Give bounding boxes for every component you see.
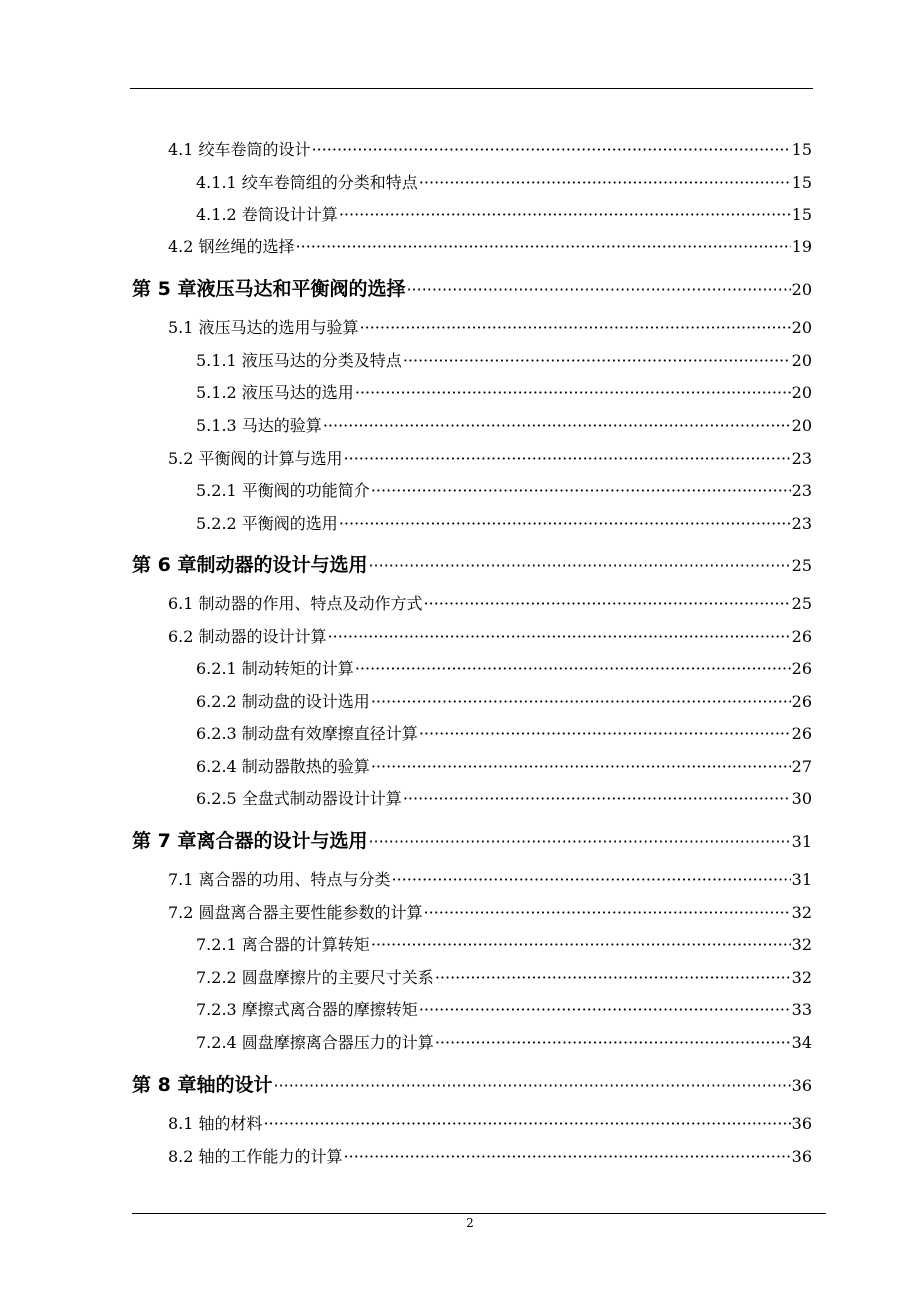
toc-entry-page: 20 (791, 318, 812, 337)
toc-entry-title: 7.2.3 摩擦式离合器的摩擦转矩 (196, 1000, 418, 1019)
toc-entry-title: 6.2 制动器的设计计算 (168, 627, 327, 646)
dot-leader (419, 1000, 791, 1019)
toc-entry-page: 26 (791, 659, 812, 678)
toc-entry[interactable] (196, 689, 812, 712)
toc-entry-page: 32 (791, 935, 812, 954)
toc-entry[interactable] (168, 624, 812, 647)
toc-entry-page: 34 (791, 1033, 812, 1052)
toc-entry-title: 4.2 钢丝绳的选择 (168, 237, 295, 256)
header-rule (130, 88, 813, 89)
toc-entry-title: 5.1 液压马达的选用与验算 (168, 318, 359, 337)
dot-leader (435, 1033, 791, 1052)
dot-leader (355, 383, 791, 402)
toc-entry-page: 31 (791, 870, 812, 889)
dot-leader (344, 1147, 791, 1166)
dot-leader (424, 594, 791, 613)
toc-entry-title: 5.2 平衡阀的计算与选用 (168, 449, 343, 468)
dot-leader (371, 935, 791, 954)
toc-entry-page: 25 (791, 556, 812, 575)
toc-entry-page: 32 (791, 968, 812, 987)
dot-leader (371, 692, 791, 711)
dot-leader (328, 627, 791, 646)
toc-entry-page: 27 (791, 757, 812, 776)
toc-entry-title: 6.2.1 制动转矩的计算 (196, 659, 354, 678)
dot-leader (435, 968, 791, 987)
toc-entry[interactable] (168, 1111, 812, 1134)
toc-entry[interactable] (196, 1030, 812, 1053)
dot-leader (339, 514, 791, 533)
toc-entry-title: 6.2.3 制动盘有效摩擦直径计算 (196, 724, 418, 743)
toc-chapter-title: 第 7 章离合器的设计与选用 (132, 830, 368, 852)
dot-leader (264, 1114, 791, 1133)
dot-leader (344, 449, 791, 468)
toc-entry-title: 5.2.1 平衡阀的功能简介 (196, 481, 370, 500)
toc-entry-title: 6.2.4 制动器散热的验算 (196, 757, 370, 776)
dot-leader (273, 1076, 790, 1095)
toc-chapter[interactable] (132, 826, 812, 853)
toc-entry-page: 15 (791, 205, 812, 224)
dot-leader (368, 556, 790, 575)
toc-entry[interactable] (196, 202, 812, 225)
toc-entry-title: 6.2.2 制动盘的设计选用 (196, 692, 370, 711)
toc-entry[interactable] (196, 786, 812, 809)
toc-entry-page: 15 (791, 140, 812, 159)
page-number: 2 (466, 1216, 474, 1230)
dot-leader (406, 280, 790, 299)
toc-entry[interactable] (196, 348, 812, 371)
toc-entry[interactable] (168, 234, 812, 257)
dot-leader (312, 140, 791, 159)
toc-entry-title: 6.2.5 全盘式制动器设计计算 (196, 789, 402, 808)
toc-entry[interactable] (196, 170, 812, 193)
dot-leader (339, 205, 791, 224)
toc-entry-title: 5.1.1 液压马达的分类及特点 (196, 351, 402, 370)
dot-leader (371, 757, 791, 776)
toc-entry-page: 26 (791, 627, 812, 646)
toc-entry[interactable] (196, 413, 812, 436)
footer-rule (132, 1213, 826, 1214)
dot-leader (419, 173, 791, 192)
toc-entry[interactable] (168, 137, 812, 160)
toc-entry-title: 5.2.2 平衡阀的选用 (196, 514, 338, 533)
toc-entry-page: 19 (791, 237, 812, 256)
toc-chapter-title: 第 5 章液压马达和平衡阀的选择 (132, 278, 406, 300)
toc-entry-title: 5.1.3 马达的验算 (196, 416, 322, 435)
toc-entry[interactable] (168, 900, 812, 923)
toc-entry-page: 36 (791, 1147, 812, 1166)
dot-leader (368, 832, 790, 851)
dot-leader (355, 659, 791, 678)
dot-leader (360, 318, 791, 337)
toc-chapter[interactable] (132, 550, 812, 577)
dot-leader (403, 351, 791, 370)
toc-entry[interactable] (168, 315, 812, 338)
toc-entry-title: 4.1.1 绞车卷筒组的分类和特点 (196, 173, 418, 192)
toc-entry[interactable] (196, 511, 812, 534)
toc-entry-page: 20 (791, 416, 812, 435)
toc-entry-page: 23 (791, 449, 812, 468)
toc-entry-title: 7.2.2 圆盘摩擦片的主要尺寸关系 (196, 968, 434, 987)
toc-chapter-title: 第 8 章轴的设计 (132, 1074, 273, 1096)
toc-chapter[interactable] (132, 274, 812, 301)
toc-entry-title: 5.1.2 液压马达的选用 (196, 383, 354, 402)
toc-entry-title: 7.2.1 离合器的计算转矩 (196, 935, 370, 954)
dot-leader (371, 481, 791, 500)
toc-entry[interactable] (196, 721, 812, 744)
toc-entry-title: 6.1 制动器的作用、特点及动作方式 (168, 594, 423, 613)
toc-entry-page: 36 (791, 1114, 812, 1133)
toc-entry[interactable] (168, 867, 812, 890)
toc-entry-page: 33 (791, 1000, 812, 1019)
toc-chapter-title: 第 6 章制动器的设计与选用 (132, 554, 368, 576)
toc-entry[interactable] (196, 380, 812, 403)
toc-entry[interactable] (168, 446, 812, 469)
dot-leader (419, 724, 791, 743)
toc-entry-page: 20 (791, 280, 812, 299)
toc-entry[interactable] (196, 754, 812, 777)
toc-entry-title: 8.2 轴的工作能力的计算 (168, 1147, 343, 1166)
toc-entry-title: 4.1 绞车卷筒的设计 (168, 140, 311, 159)
toc-chapter[interactable] (132, 1070, 812, 1097)
toc-entry-title: 7.2.4 圆盘摩擦离合器压力的计算 (196, 1033, 434, 1052)
toc-entry[interactable] (196, 965, 812, 988)
toc-entry-title: 8.1 轴的材料 (168, 1114, 263, 1133)
dot-leader (323, 416, 791, 435)
dot-leader (296, 237, 791, 256)
toc-entry[interactable] (196, 656, 812, 679)
toc-entry-page: 25 (791, 594, 812, 613)
dot-leader (392, 870, 791, 889)
toc-entry-page: 31 (791, 832, 812, 851)
toc-entry-page: 26 (791, 692, 812, 711)
toc-entry[interactable] (196, 997, 812, 1020)
dot-leader (424, 903, 791, 922)
toc-entry-page: 20 (791, 351, 812, 370)
toc-entry-title: 7.2 圆盘离合器主要性能参数的计算 (168, 903, 423, 922)
toc-entry-page: 23 (791, 514, 812, 533)
toc-entry[interactable] (168, 591, 812, 614)
dot-leader (403, 789, 791, 808)
toc-entry-page: 23 (791, 481, 812, 500)
toc-entry[interactable] (196, 932, 812, 955)
toc-entry-page: 20 (791, 383, 812, 402)
toc-entry-title: 7.1 离合器的功用、特点与分类 (168, 870, 391, 889)
toc-entry-page: 15 (791, 173, 812, 192)
toc-entry-page: 32 (791, 903, 812, 922)
toc-entry[interactable] (196, 478, 812, 501)
toc-entry-page: 30 (791, 789, 812, 808)
toc-entry-page: 26 (791, 724, 812, 743)
toc-entry-page: 36 (791, 1076, 812, 1095)
toc-entry[interactable] (168, 1144, 812, 1167)
toc-entry-title: 4.1.2 卷筒设计计算 (196, 205, 338, 224)
